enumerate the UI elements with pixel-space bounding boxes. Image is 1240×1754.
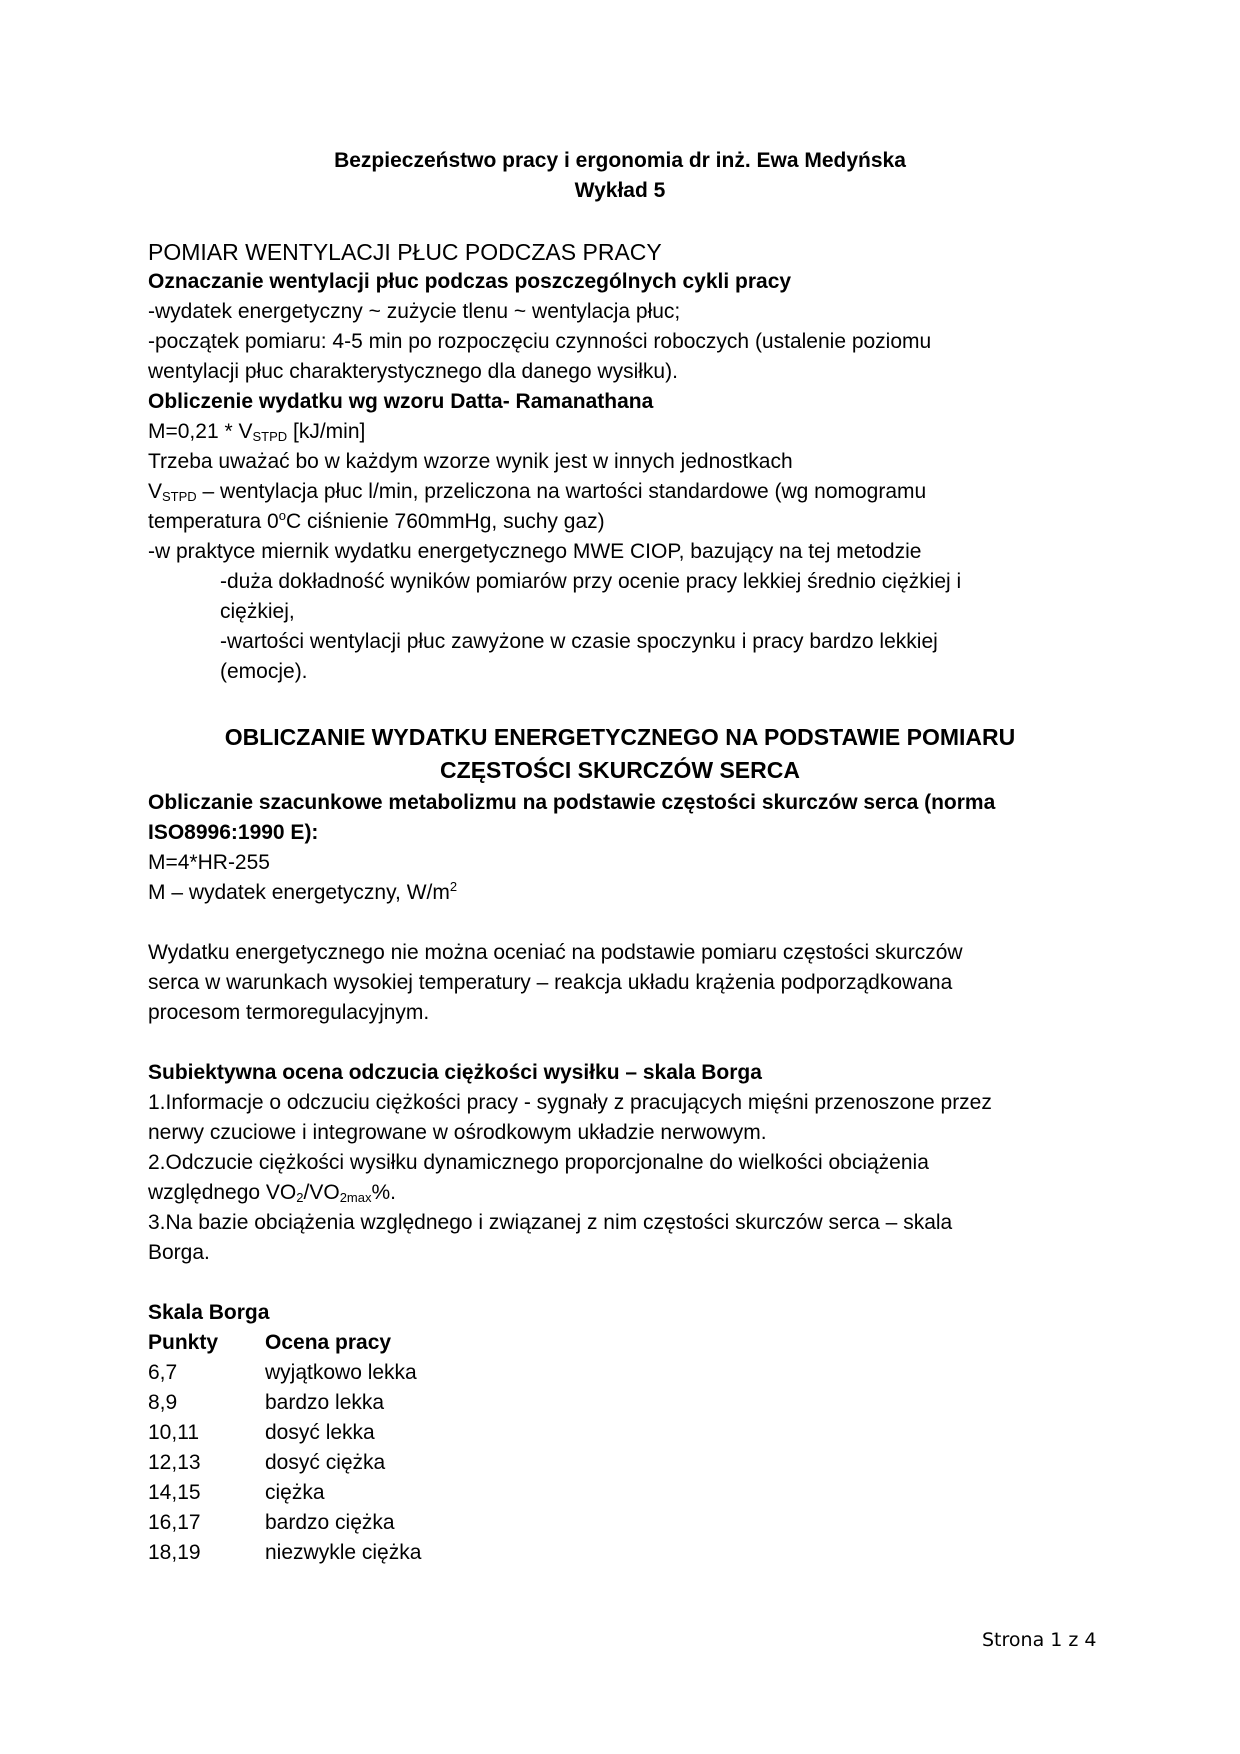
section2-subheading-line2: ISO8996:1990 E): xyxy=(148,821,319,844)
borg-row-rating: ciężka xyxy=(265,1481,325,1504)
bullet2-line1: -wartości wentylacji płuc zawyżone w czasie spoczynku i pracy bardzo lekkiej xyxy=(220,630,938,653)
section2-para-line2: serca w warunkach wysokiej temperatury – reakcja układu krążenia podporządkowana xyxy=(148,971,953,994)
section2-para-line1: Wydatku energetycznego nie można oceniać na podstawie pomiaru częstości skurczów xyxy=(148,941,963,964)
section3-p1-line2: nerwy czuciowe i integrowane w ośrodkowym układzie nerwowym. xyxy=(148,1121,767,1144)
borg-row-points: 8,9 xyxy=(148,1391,178,1414)
section1-line3: wentylacji płuc charakterystycznego dla danego wysiłku). xyxy=(148,360,678,383)
borg-row-rating: bardzo lekka xyxy=(265,1391,385,1414)
section2-para-line3: procesom termoregulacyjnym. xyxy=(148,1001,430,1024)
practice-line: -w praktyce miernik wydatku energetycznego MWE CIOP, bazujący na tej metodzie xyxy=(148,540,922,563)
section2-heading-line1: OBLICZANIE WYDATKU ENERGETYCZNEGO NA PODSTAWIE POMIARU xyxy=(224,724,1016,750)
m-definition: M – wydatek energetyczny, $W/m^2$ xyxy=(148,879,458,904)
section3-heading: Subiektywna ocena odczucia ciężkości wysiłku – skala Borga xyxy=(148,1061,762,1084)
borg-row-rating: niezwykle ciężka xyxy=(265,1541,422,1564)
section1-heading: POMIAR WENTYLACJI PŁUC PODCZAS PRACY xyxy=(148,239,662,265)
section1-subheading: Oznaczanie wentylacji płuc podczas poszczególnych cykli pracy xyxy=(148,270,792,293)
section1-line2: -początek pomiaru: 4-5 min po rozpoczęciu czynności roboczych (ustalenie poziomu xyxy=(148,330,932,353)
borg-row-points: 18,19 xyxy=(148,1541,201,1564)
borg-row-rating: wyjątkowo lekka xyxy=(265,1361,417,1384)
vstpd-definition: $V_{STPD}$ – wentylacja płuc l/min, przeliczona na wartości standardowe (wg nomogramu xyxy=(148,480,927,504)
section3-p2-line1: 2.Odczucie ciężkości wysiłku dynamicznego proporcjonalne do wielkości obciążenia xyxy=(148,1151,929,1174)
section3-p2-line2: względnego $VO_2/VO_{2max}\%$. xyxy=(148,1181,396,1205)
section2-subheading-line1: Obliczanie szacunkowe metabolizmu na podstawie częstości skurczów serca (norma xyxy=(148,791,996,814)
section2-heading-line2: CZĘSTOŚCI SKURCZÓW SERCA xyxy=(440,757,800,783)
section3-p3-line1: 3.Na bazie obciążenia względnego i związanej z nim częstości skurczów serca – skala xyxy=(148,1211,953,1234)
section3-p3-line2: Borga. xyxy=(148,1241,210,1264)
bullet1-line2: ciężkiej, xyxy=(220,600,295,623)
borg-col-points: Punkty xyxy=(148,1331,219,1354)
page-number: Strona 1 z 4 xyxy=(982,1629,1097,1651)
section1-line1: -wydatek energetyczny ~ zużycie tlenu ~ wentylacja płuc; xyxy=(148,300,681,323)
standard-conditions: temperatura 0$^o$C ciśnienie 760mmHg, suchy gaz) xyxy=(148,508,605,533)
units-note: Trzeba uważać bo w każdym wzorze wynik jest w innych jednostkach xyxy=(148,450,793,473)
borg-row-points: 14,15 xyxy=(148,1481,201,1504)
bullet2-line2: (emocje). xyxy=(220,660,308,683)
borg-row-points: 6,7 xyxy=(148,1361,178,1384)
borg-scale-title: Skala Borga xyxy=(148,1301,270,1324)
borg-row-rating: dosyć lekka xyxy=(265,1421,375,1444)
borg-row-points: 16,17 xyxy=(148,1511,201,1534)
borg-col-rating: Ocena pracy xyxy=(265,1331,392,1354)
document-title: Bezpieczeństwo pracy i ergonomia dr inż. Ewa Medyńska xyxy=(334,149,906,172)
bullet1-line1: -duża dokładność wyników pomiarów przy ocenie pracy lekkiej średnio ciężkiej i xyxy=(220,570,962,593)
formula-heading: Obliczenie wydatku wg wzoru Datta- Ramanathana xyxy=(148,390,654,413)
borg-row-points: 10,11 xyxy=(148,1421,199,1444)
borg-row-rating: bardzo ciężka xyxy=(265,1511,395,1534)
borg-row-rating: dosyć ciężka xyxy=(265,1451,386,1474)
lecture-number: Wykład 5 xyxy=(574,179,666,202)
section3-p1-line1: 1.Informacje o odczuciu ciężkości pracy - sygnały z pracujących mięśni przenoszone przez xyxy=(148,1091,992,1114)
borg-row-points: 12,13 xyxy=(148,1451,201,1474)
datta-formula: $M=0,21 * V_{STPD}$ [kJ/min] xyxy=(148,420,366,444)
hr-formula: M=4*HR-255 xyxy=(148,851,270,874)
